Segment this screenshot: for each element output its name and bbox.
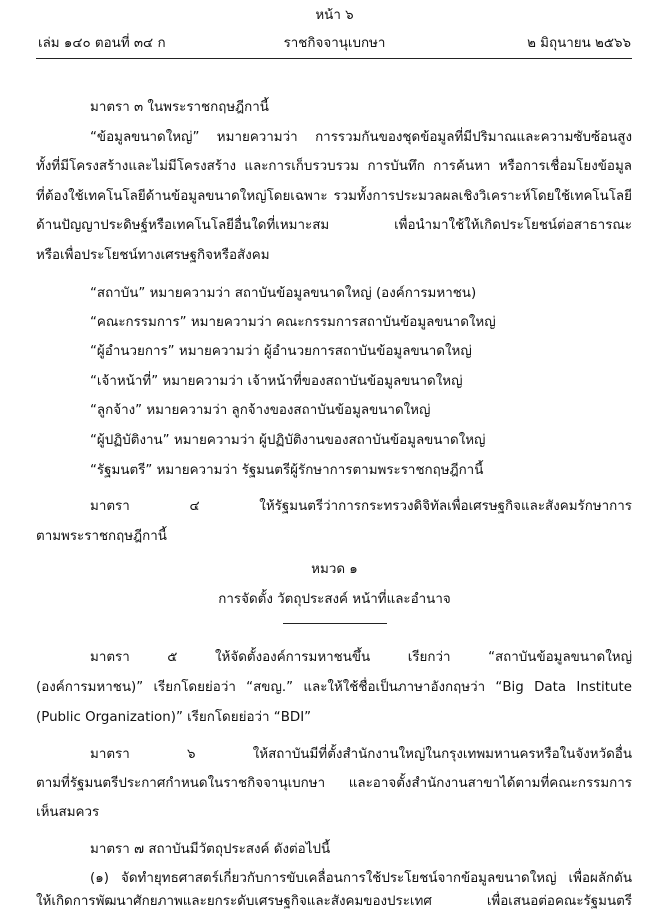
definition-item: “คณะกรรมการ” หมายความว่า คณะกรรมการสถาบันข้อมูลขนาดใหญ่ [90,315,496,330]
section-3-heading: มาตรา ๓ ในพระราชกฤษฎีกานี้ [90,100,269,115]
section-6-line: ตามที่รัฐมนตรีประกาศกำหนดในราชกิจจานุเบกษา และอาจตั้งสำนักงานสาขาได้ตามที่คณะกรรมการ [36,776,632,791]
section-7-heading: มาตรา ๗ สถาบันมีวัตถุประสงค์ ดังต่อไปนี้ [90,842,331,857]
header-rule [36,58,632,59]
definition-item: “เจ้าหน้าที่” หมายความว่า เจ้าหน้าที่ของสถาบันข้อมูลขนาดใหญ่ [90,374,463,389]
section-4-line: มาตรา ๔ ให้รัฐมนตรีว่าการกระทรวงดิจิทัลเพื่อเศรษฐกิจและสังคมรักษาการ [90,499,632,514]
chapter-rule [283,623,387,624]
section-5-line: (Public Organization)” เรียกโดยย่อว่า “BDI” [36,710,312,725]
definition-item: “สถาบัน” หมายความว่า สถาบันข้อมูลขนาดใหญ่ (องค์การมหาชน) [90,286,477,301]
section-6-line: เห็นสมควร [36,805,100,820]
publication-date: ๒ มิถุนายน ๒๕๖๖ [527,36,631,51]
section-6-line: มาตรา ๖ ให้สถาบันมีที่ตั้งสำนักงานใหญ่ในกรุงเทพมหานครหรือในจังหวัดอื่น [90,747,632,762]
definition-item: “รัฐมนตรี” หมายความว่า รัฐมนตรีผู้รักษาการตามพระราชกฤษฎีกานี้ [90,463,484,478]
section-4-line: ตามพระราชกฤษฎีกานี้ [36,529,167,544]
page-number: หน้า ๖ [315,8,354,23]
bigdata-def-line: หรือเพื่อประโยชน์ทางเศรษฐกิจหรือสังคม [36,248,270,263]
bigdata-def-line: ด้านปัญญาประดิษฐ์หรือเทคโนโลยีอื่นใดที่เหมาะสม เพื่อนำมาใช้ให้เกิดประโยชน์ต่อสาธารณะ [36,218,632,233]
volume-issue: เล่ม ๑๔๐ ตอนที่ ๓๔ ก [38,36,166,51]
bigdata-def-line: ที่ต้องใช้เทคโนโลยีด้านข้อมูลขนาดใหญ่โดยเฉพาะ รวมทั้งการประมวลผลเชิงวิเคราะห์โดยใช้เทคโนโลยี [36,189,632,204]
definition-item: “ผู้ปฏิบัติงาน” หมายความว่า ผู้ปฏิบัติงานของสถาบันข้อมูลขนาดใหญ่ [90,433,486,448]
section-7-item-1-line: ให้เกิดการพัฒนาศักยภาพและยกระดับเศรษฐกิจและสังคมของประเทศ เพื่อเสนอต่อคณะรัฐมนตรี [36,894,632,909]
chapter-heading: หมวด ๑ [311,562,358,577]
section-5-line: (องค์การมหาชน)” เรียกโดยย่อว่า “สขญ.” และให้ใช้ชื่อเป็นภาษาอังกฤษว่า “Big Data Institute [36,680,632,695]
bigdata-def-line: “ข้อมูลขนาดใหญ่” หมายความว่า การรวมกันของชุดข้อมูลที่มีปริมาณและความซับซ้อนสูง [90,130,632,145]
definition-item: “ลูกจ้าง” หมายความว่า ลูกจ้างของสถาบันข้อมูลขนาดใหญ่ [90,403,431,418]
publication-title: ราชกิจจานุเบกษา [283,36,386,51]
section-7-item-1-line: (๑) จัดทำยุทธศาสตร์เกี่ยวกับการขับเคลื่อนการใช้ประโยชน์จากข้อมูลขนาดใหญ่ เพื่อผลักดัน [90,871,632,886]
bigdata-def-line: ทั้งที่มีโครงสร้างและไม่มีโครงสร้าง และการเก็บรวบรวม การบันทึก การค้นหา หรือการเชื่อมโยงข้อมูล [36,159,632,174]
section-5-line: มาตรา ๕ ให้จัดตั้งองค์การมหาชนขึ้น เรียกว่า “สถาบันข้อมูลขนาดใหญ่ [90,650,632,665]
definition-item: “ผู้อำนวยการ” หมายความว่า ผู้อำนวยการสถาบันข้อมูลขนาดใหญ่ [90,344,472,359]
chapter-title: การจัดตั้ง วัตถุประสงค์ หน้าที่และอำนาจ [218,592,451,607]
